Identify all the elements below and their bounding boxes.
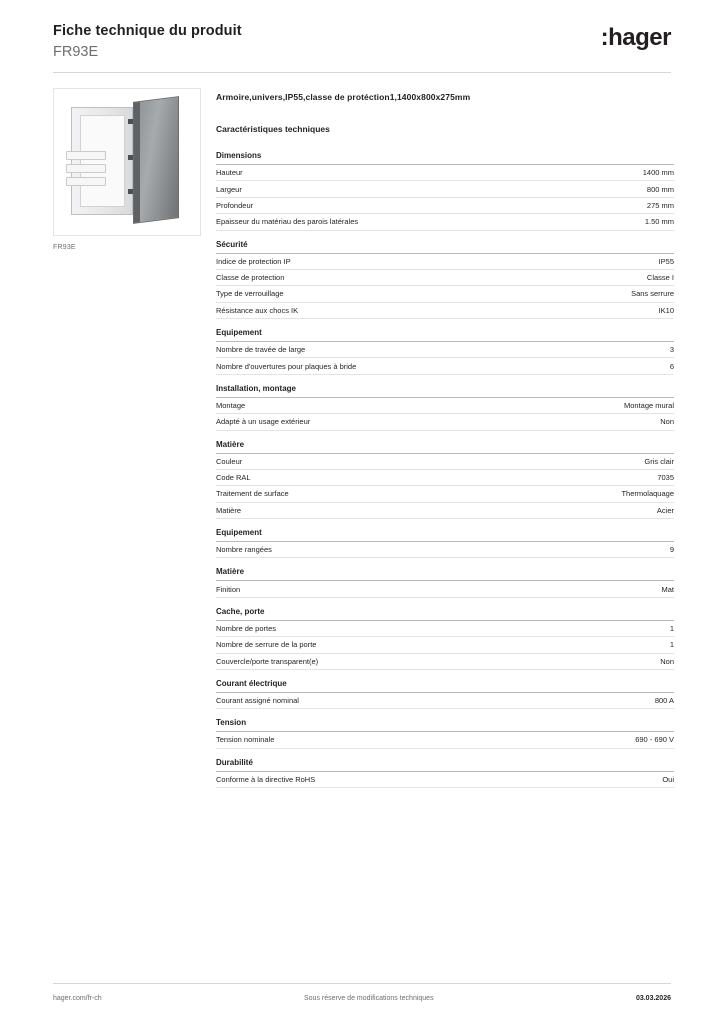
spec-label: Nombre d'ouvertures pour plaques à bride bbox=[216, 361, 357, 371]
spec-group bbox=[216, 758, 674, 788]
spec-groups bbox=[216, 151, 674, 788]
product-description: Armoire,univers,IP55,classe de protéction1,1400x800x275mm bbox=[216, 92, 471, 102]
product-image-block bbox=[53, 88, 201, 251]
spec-value: 1 bbox=[669, 640, 674, 650]
spec-group-title: Durabilité bbox=[216, 758, 674, 772]
table-row bbox=[216, 398, 674, 414]
spec-value: 9 bbox=[669, 545, 674, 555]
spec-group-title: Equipement bbox=[216, 528, 674, 542]
spec-group-title: Cache, porte bbox=[216, 607, 674, 621]
spec-label: Matière bbox=[216, 505, 242, 515]
spec-label: Conforme à la directive RoHS bbox=[216, 774, 316, 784]
cabinet-vent-icon bbox=[66, 177, 106, 186]
table-row bbox=[216, 732, 674, 748]
table-row bbox=[216, 270, 674, 286]
product-image bbox=[53, 88, 201, 236]
spec-group bbox=[216, 151, 674, 231]
image-caption: FR93E bbox=[53, 244, 76, 251]
spec-label: Tension nominale bbox=[216, 735, 275, 745]
spec-label: Indice de protection IP bbox=[216, 256, 291, 266]
spec-label: Largeur bbox=[216, 184, 242, 194]
cabinet-vent-icon bbox=[66, 164, 106, 173]
spec-label: Nombre rangées bbox=[216, 545, 272, 555]
spec-group bbox=[216, 607, 674, 670]
spec-label: Nombre de serrure de la porte bbox=[216, 640, 317, 650]
spec-group-title: Matière bbox=[216, 440, 674, 454]
technical-characteristics-label: Caractéristiques techniques bbox=[216, 124, 330, 134]
table-row bbox=[216, 486, 674, 502]
spec-label: Couleur bbox=[216, 456, 243, 466]
spec-label: Type de verrouillage bbox=[216, 289, 284, 299]
table-row bbox=[216, 181, 674, 197]
hager-logo: :hager bbox=[600, 24, 671, 51]
table-row bbox=[216, 542, 674, 558]
spec-group-title: Installation, montage bbox=[216, 384, 674, 398]
spec-label: Finition bbox=[216, 584, 241, 594]
spec-label: Courant assigné nominal bbox=[216, 696, 299, 706]
cabinet-door-icon bbox=[133, 96, 179, 224]
specifications-panel bbox=[216, 92, 674, 797]
table-row bbox=[216, 581, 674, 597]
cabinet-vent-icon bbox=[66, 151, 106, 160]
spec-value: 1400 mm bbox=[642, 168, 674, 178]
document-footer bbox=[53, 995, 671, 1002]
product-reference: FR93E bbox=[53, 43, 99, 60]
cabinet-inner-icon bbox=[80, 115, 125, 207]
table-row bbox=[216, 454, 674, 470]
spec-label: Hauteur bbox=[216, 168, 243, 178]
spec-group bbox=[216, 718, 674, 748]
spec-value: IK10 bbox=[658, 305, 674, 315]
footer-divider bbox=[53, 983, 671, 984]
spec-group-title: Equipement bbox=[216, 328, 674, 342]
table-row bbox=[216, 637, 674, 653]
header-divider bbox=[53, 72, 671, 73]
spec-group bbox=[216, 679, 674, 709]
spec-value: Non bbox=[660, 656, 674, 666]
spec-value: 7035 bbox=[657, 473, 674, 483]
table-row bbox=[216, 621, 674, 637]
spec-group bbox=[216, 567, 674, 597]
spec-value: Gris clair bbox=[644, 456, 674, 466]
table-row bbox=[216, 165, 674, 181]
table-row bbox=[216, 772, 674, 788]
spec-value: 690 - 690 V bbox=[635, 735, 674, 745]
spec-value: IP55 bbox=[658, 256, 674, 266]
spec-value: Montage mural bbox=[623, 400, 674, 410]
spec-value: Non bbox=[660, 417, 674, 427]
spec-group bbox=[216, 328, 674, 375]
table-row bbox=[216, 693, 674, 709]
footer-website-link[interactable]: hager.com/fr-ch bbox=[53, 995, 102, 1002]
spec-value: Classe I bbox=[646, 273, 674, 283]
spec-label: Traitement de surface bbox=[216, 489, 289, 499]
spec-group bbox=[216, 528, 674, 558]
spec-value: Acier bbox=[656, 505, 674, 515]
table-row bbox=[216, 254, 674, 270]
spec-value: Sans serrure bbox=[631, 289, 674, 299]
footer-date: 03.03.2026 bbox=[635, 995, 671, 1002]
spec-label: Montage bbox=[216, 400, 246, 410]
table-row bbox=[216, 342, 674, 358]
cabinet-body-icon bbox=[71, 107, 133, 215]
table-row bbox=[216, 654, 674, 670]
spec-value: Thermolaquage bbox=[621, 489, 674, 499]
table-row bbox=[216, 414, 674, 430]
spec-value: 275 mm bbox=[646, 200, 674, 210]
footer-note: Sous réserve de modifications techniques bbox=[304, 995, 434, 1002]
spec-value: Oui bbox=[662, 774, 674, 784]
spec-label: Classe de protection bbox=[216, 273, 285, 283]
spec-group bbox=[216, 240, 674, 320]
spec-group-title: Dimensions bbox=[216, 151, 674, 165]
spec-label: Résistance aux chocs IK bbox=[216, 305, 299, 315]
spec-label: Profondeur bbox=[216, 200, 254, 210]
table-row bbox=[216, 358, 674, 374]
spec-value: 1 bbox=[669, 623, 674, 633]
table-row bbox=[216, 286, 674, 302]
spec-value: 6 bbox=[669, 361, 674, 371]
spec-value: 3 bbox=[669, 345, 674, 355]
cabinet-door-edge-icon bbox=[134, 102, 140, 223]
spec-group-title: Sécurité bbox=[216, 240, 674, 254]
spec-label: Epaisseur du matériau des parois latérales bbox=[216, 217, 359, 227]
table-row bbox=[216, 214, 674, 230]
spec-label: Nombre de portes bbox=[216, 623, 277, 633]
spec-group bbox=[216, 440, 674, 520]
spec-group-title: Matière bbox=[216, 567, 674, 581]
document-header bbox=[53, 22, 671, 68]
spec-group-title: Courant électrique bbox=[216, 679, 674, 693]
spec-label: Nombre de travée de large bbox=[216, 345, 306, 355]
spec-label: Adapté à un usage extérieur bbox=[216, 417, 311, 427]
spec-label: Code RAL bbox=[216, 473, 251, 483]
page-title: Fiche technique du produit bbox=[53, 23, 242, 39]
spec-value: 1.50 mm bbox=[644, 217, 674, 227]
table-row bbox=[216, 503, 674, 519]
spec-value: 800 mm bbox=[646, 184, 674, 194]
table-row bbox=[216, 470, 674, 486]
spec-group bbox=[216, 384, 674, 431]
spec-value: 800 A bbox=[654, 696, 674, 706]
table-row bbox=[216, 303, 674, 319]
table-row bbox=[216, 198, 674, 214]
spec-value: Mat bbox=[661, 584, 674, 594]
spec-group-title: Tension bbox=[216, 718, 674, 732]
header-titles bbox=[53, 22, 242, 62]
spec-label: Couvercle/porte transparent(e) bbox=[216, 656, 319, 666]
